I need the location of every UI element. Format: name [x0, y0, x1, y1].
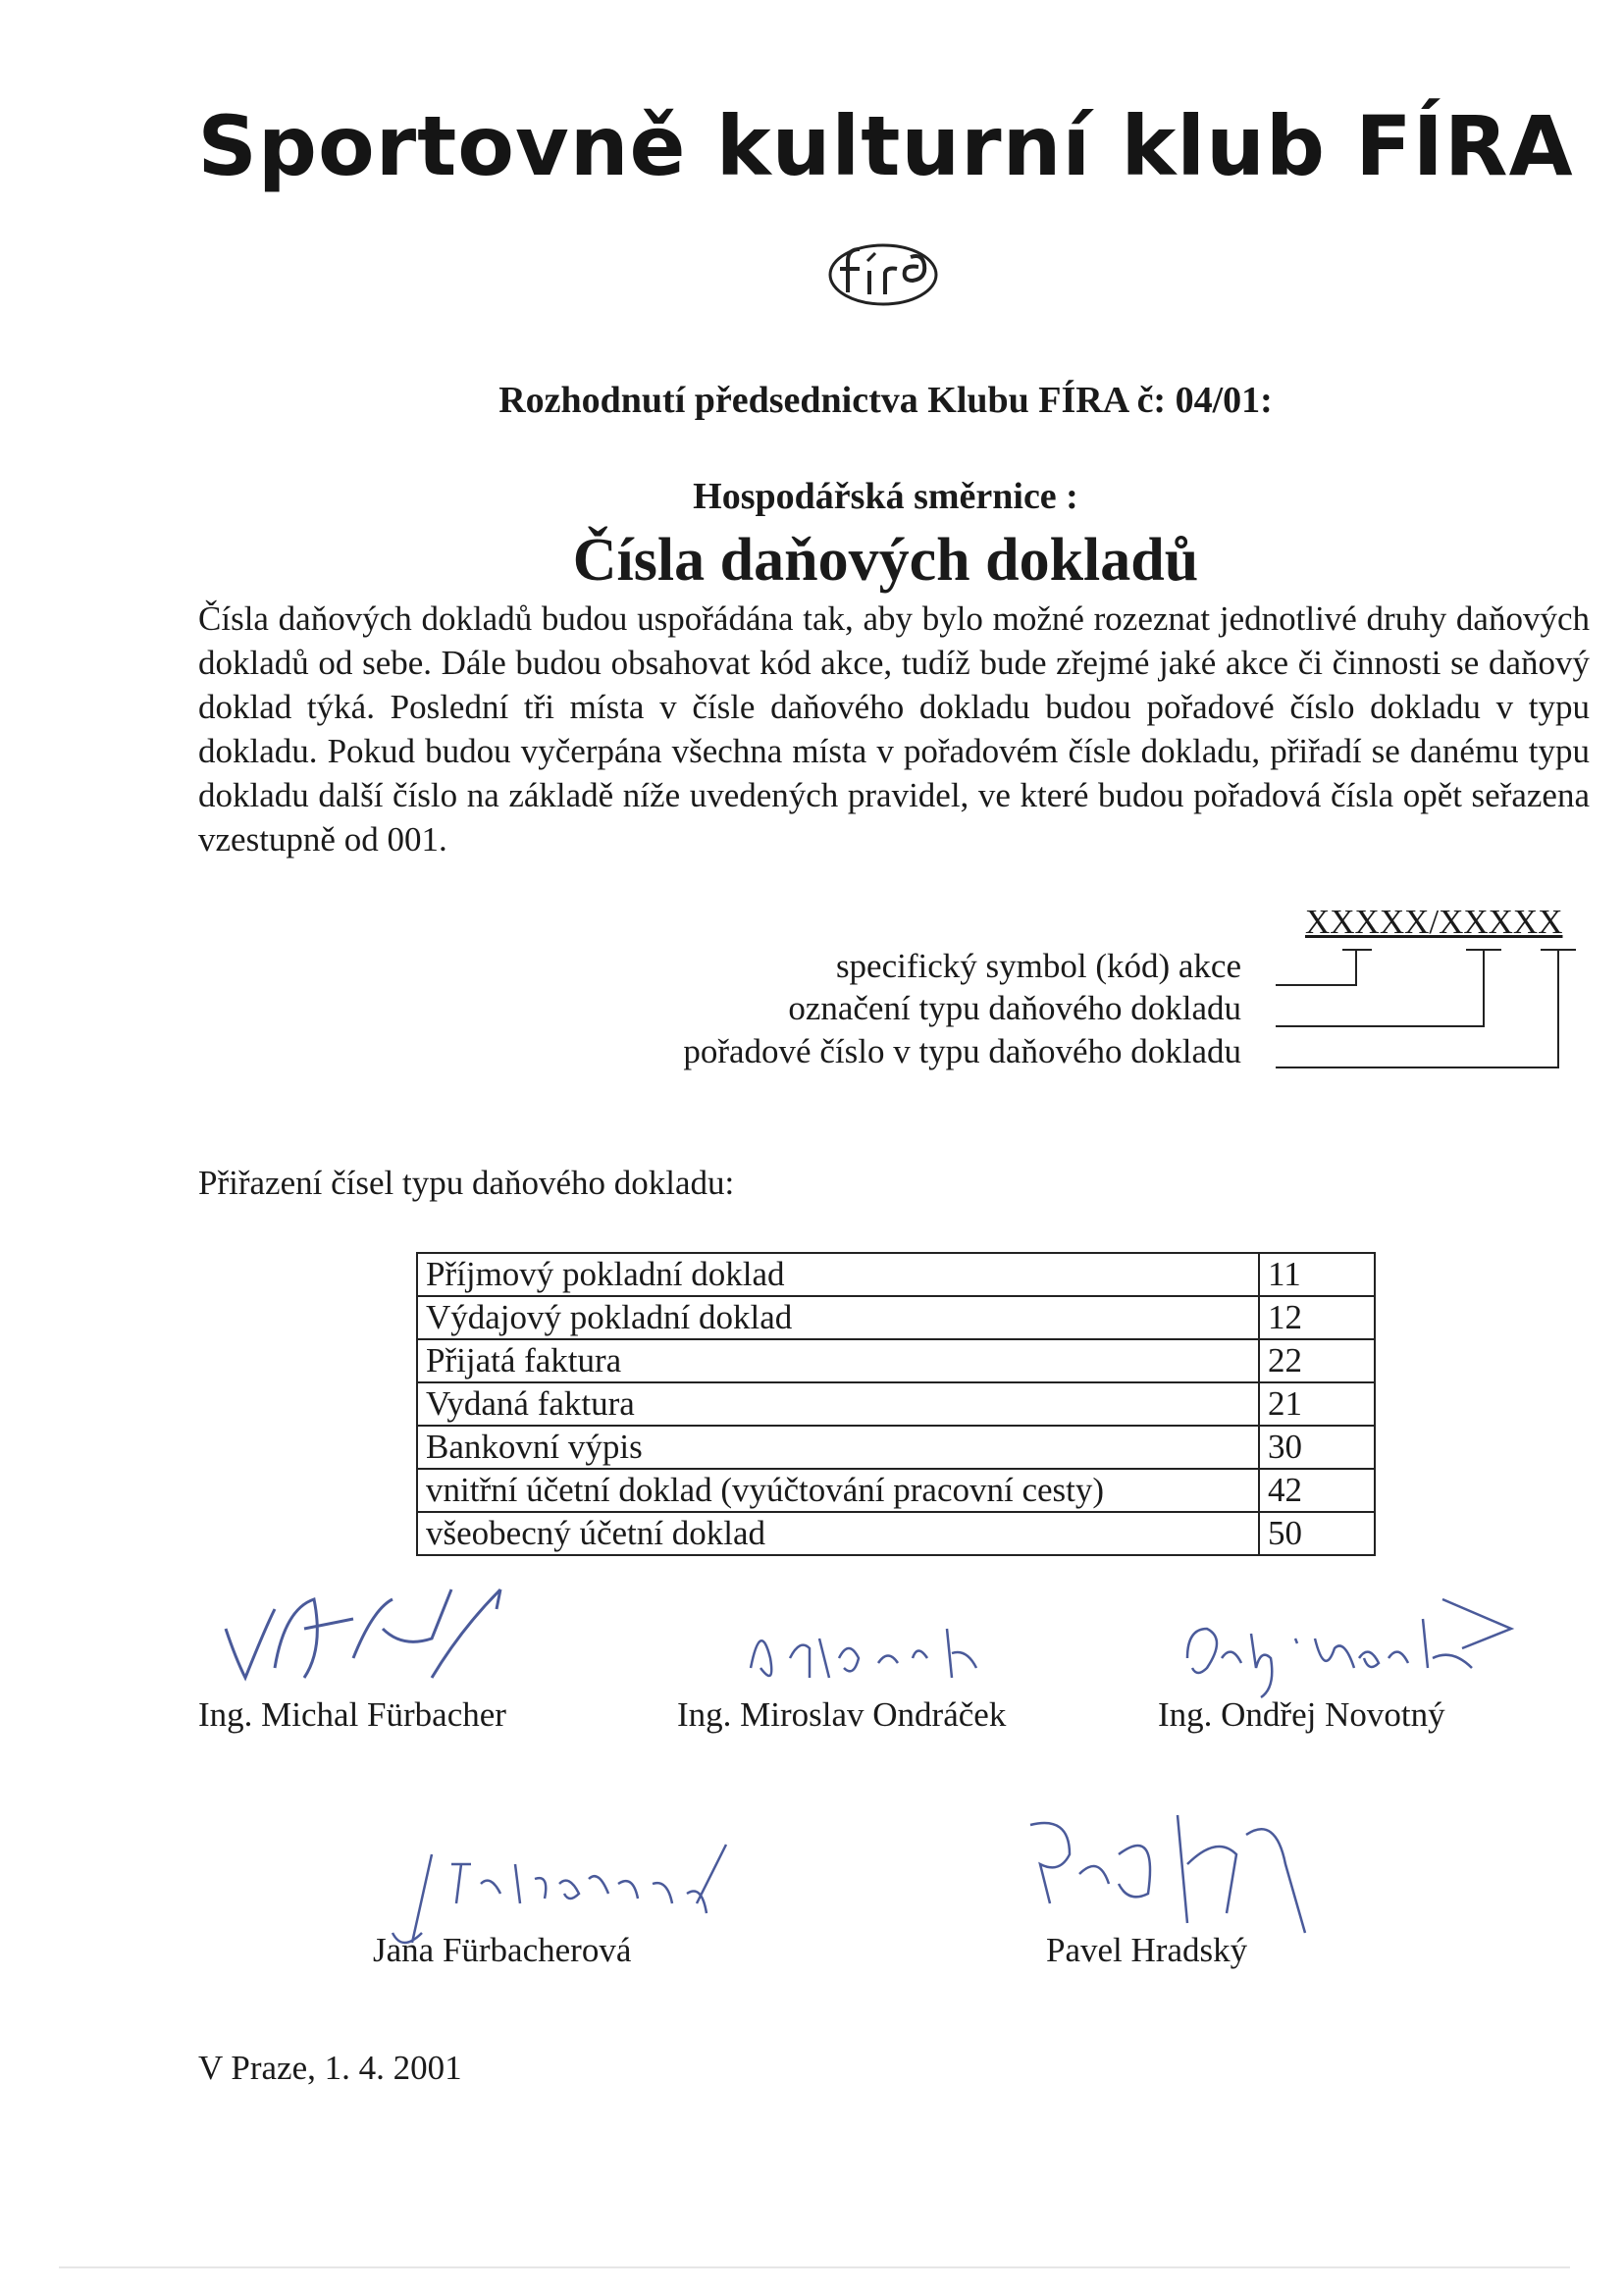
document-type-name: Příjmový pokladní doklad	[417, 1253, 1259, 1296]
directive-label: Hospodářská směrnice :	[693, 476, 1078, 517]
club-logo-icon	[824, 235, 942, 319]
code-format-pattern: XXXXX/XXXXX	[1305, 903, 1563, 941]
document-type-code: 22	[1259, 1339, 1375, 1382]
document-type-table	[416, 1252, 1376, 1556]
legend-sequence-number: pořadové číslo v typu daňového dokladu	[683, 1032, 1241, 1070]
document-type-code: 30	[1259, 1426, 1375, 1469]
signatory-name: Pavel Hradský	[1046, 1931, 1248, 1969]
document-type-code: 12	[1259, 1296, 1375, 1339]
assignment-heading: Přiřazení čísel typu daňového dokladu:	[198, 1164, 735, 1202]
legend-action-code: specifický symbol (kód) akce	[835, 947, 1241, 985]
table-row	[417, 1512, 1375, 1555]
document-type-name: Vydaná faktura	[417, 1382, 1259, 1426]
code-format-connector-lines	[1266, 942, 1580, 1079]
document-type-code: 50	[1259, 1512, 1375, 1555]
document-type-name: Výdajový pokladní doklad	[417, 1296, 1259, 1339]
signatory-name: Ing. Michal Fürbacher	[198, 1695, 506, 1734]
table-row	[417, 1253, 1375, 1296]
document-type-name: Přijatá faktura	[417, 1339, 1259, 1382]
table-row	[417, 1339, 1375, 1382]
signatory-name: Ing. Miroslav Ondráček	[677, 1695, 1007, 1734]
legend-document-type: označení typu daňového dokladu	[788, 989, 1241, 1027]
signature-michal-furbacher	[206, 1570, 520, 1697]
table-row	[417, 1426, 1375, 1469]
signatory-name: Jana Fürbacherová	[373, 1931, 632, 1969]
page-bottom-rule	[59, 2266, 1570, 2268]
document-type-name: Bankovní výpis	[417, 1426, 1259, 1469]
table-row	[417, 1296, 1375, 1339]
signatory-name: Ing. Ondřej Novotný	[1158, 1695, 1445, 1734]
document-type-name: všeobecný účetní doklad	[417, 1512, 1259, 1555]
signature-pavel-hradsky	[1011, 1796, 1325, 1943]
decision-heading: Rozhodnutí předsednictva Klubu FÍRA č: 04/01:	[498, 380, 1273, 421]
document-type-code: 21	[1259, 1382, 1375, 1426]
directive-body-text: Čísla daňových dokladů budou uspořádána tak, aby bylo možné rozeznat jednotlivé druhy daňových dokladů od sebe. Dále budou obsahovat kód akce, tudíž bude zřejmé jaké akce či činnosti se daňový doklad týká. Poslední tři místa v čísle daňového dokladu budou pořadové číslo dokladu v typu dokladu. Pokud budou vyčerpána všechna místa v pořadovém čísle dokladu, přiřadí se danému typu dokladu další číslo na základě níže uvedených pravidel, ve které budou pořadová čísla opět seřazena vzestupně od 001.	[198, 599, 1590, 859]
document-type-code: 11	[1259, 1253, 1375, 1296]
document-type-name: vnitřní účetní doklad (vyúčtování pracovní cesty)	[417, 1469, 1259, 1512]
directive-title: Čísla daňových dokladů	[572, 527, 1199, 594]
table-row	[417, 1382, 1375, 1426]
place-and-date: V Praze, 1. 4. 2001	[198, 2049, 462, 2087]
club-title: Sportovně kulturní klub FÍRA	[197, 98, 1574, 194]
table-row	[417, 1469, 1375, 1512]
signature-miroslav-ondracek	[741, 1609, 996, 1697]
signature-ondrej-novotny	[1178, 1589, 1531, 1707]
document-type-code: 42	[1259, 1469, 1375, 1512]
